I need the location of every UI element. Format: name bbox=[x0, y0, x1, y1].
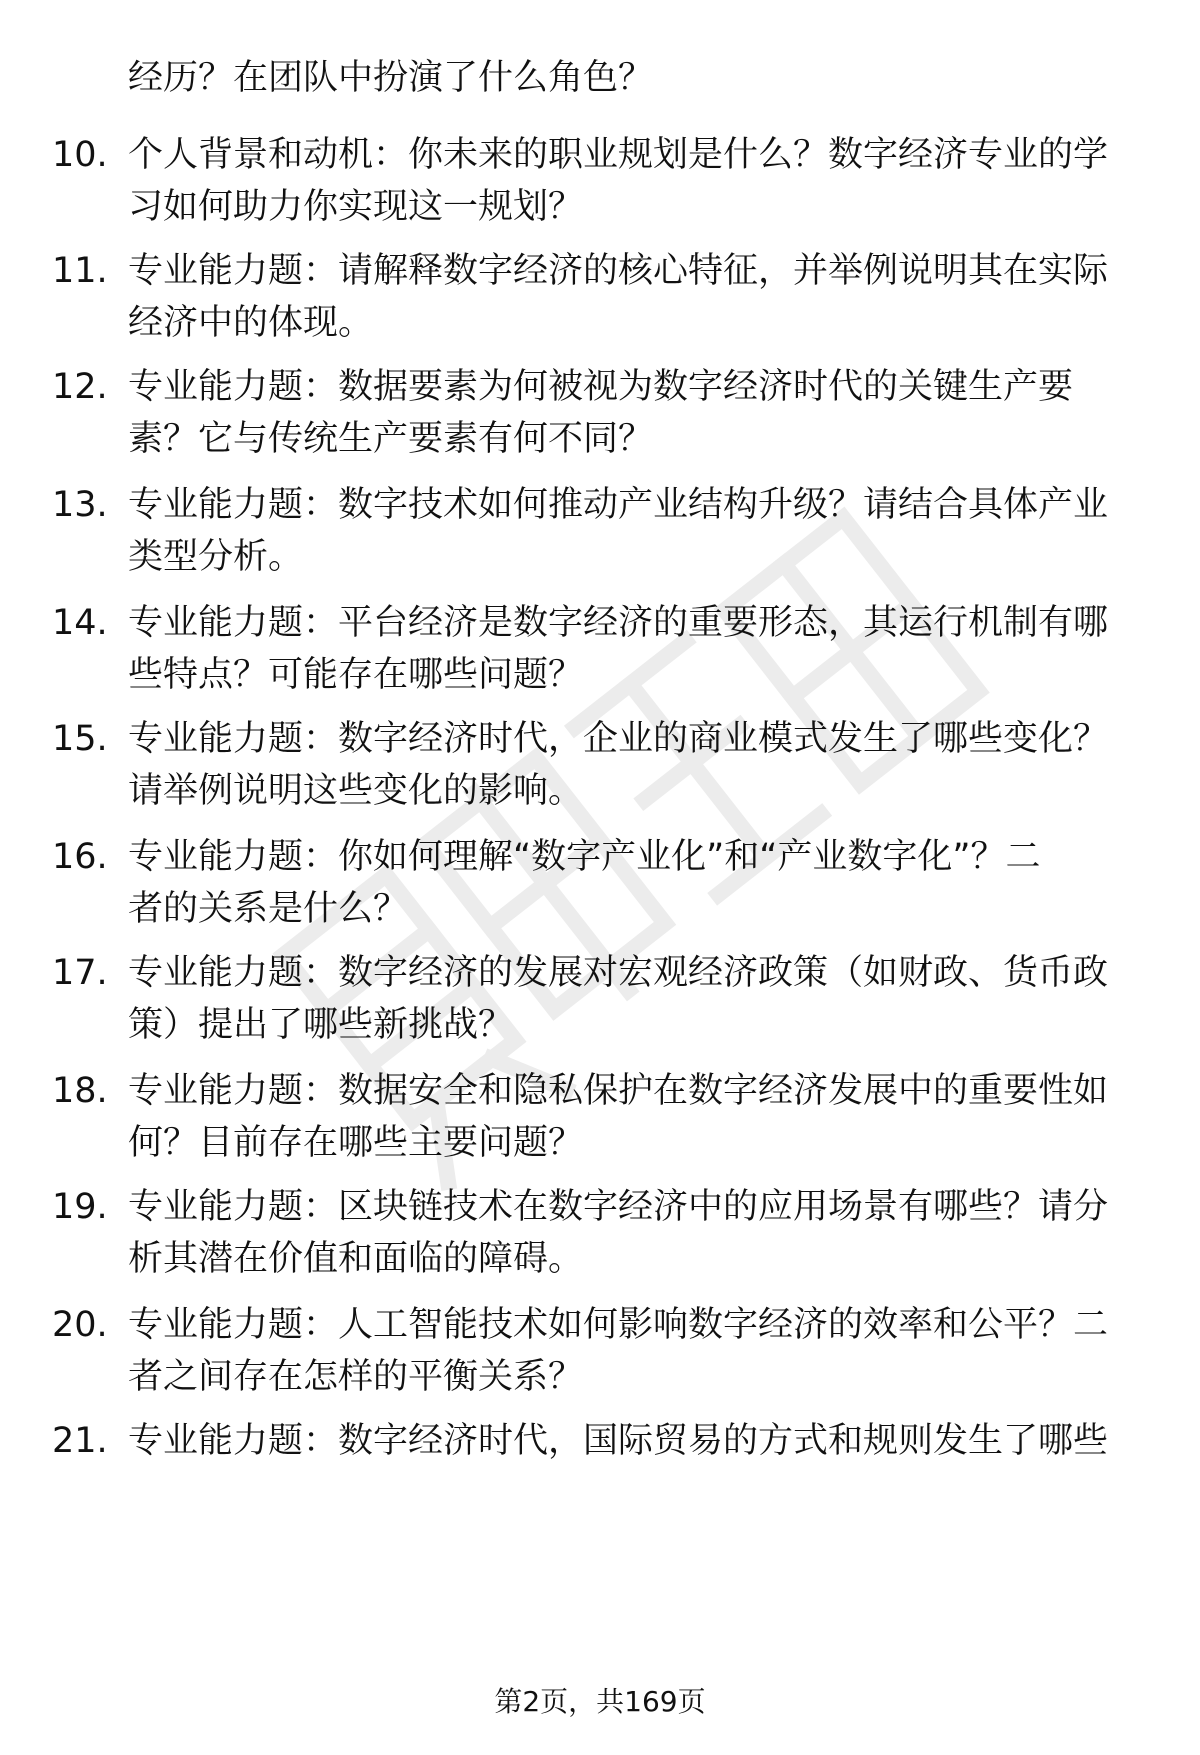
question-text-line: 策）提出了哪些新挑战？ bbox=[128, 1005, 514, 1045]
question-text-line: 些特点？可能存在哪些问题？ bbox=[128, 655, 584, 695]
question-text-line: 专业能力题：数字经济时代，企业的商业模式发生了哪些变化？ bbox=[128, 719, 1109, 759]
question-text-line: 专业能力题：区块链技术在数字经济中的应用场景有哪些？请分 bbox=[128, 1187, 1109, 1227]
question-text-line: 何？目前存在哪些主要问题？ bbox=[128, 1123, 584, 1163]
question-number: 13. bbox=[52, 485, 108, 525]
question-number: 20. bbox=[52, 1305, 108, 1345]
page-footer: 第2页，共169页 bbox=[494, 1685, 706, 1718]
question-text-line: 者之间存在怎样的平衡关系？ bbox=[128, 1357, 584, 1397]
question-text-line: 经济中的体现。 bbox=[128, 303, 374, 343]
question-number: 16. bbox=[52, 837, 108, 877]
question-text-line: 素？它与传统生产要素有何不同？ bbox=[128, 419, 654, 459]
question-number: 19. bbox=[52, 1187, 108, 1227]
question-text-line: 专业能力题：请解释数字经济的核心特征，并举例说明其在实际 bbox=[128, 251, 1109, 291]
question-text-line: 专业能力题：你如何理解“数字产业化”和“产业数字化”？二 bbox=[128, 837, 1041, 877]
question-text-line: 类型分析。 bbox=[128, 537, 304, 577]
question-text-line: 专业能力题：人工智能技术如何影响数字经济的效率和公平？二 bbox=[128, 1305, 1109, 1345]
question-text-line: 专业能力题：数字经济时代，国际贸易的方式和规则发生了哪些 bbox=[128, 1421, 1109, 1461]
question-text-line: 请举例说明这些变化的影响。 bbox=[128, 771, 584, 811]
question-text-line: 习如何助力你实现这一规划？ bbox=[128, 187, 584, 227]
question-number: 15. bbox=[52, 719, 108, 759]
question-text-line: 专业能力题：数字经济的发展对宏观经济政策（如财政、货币政 bbox=[128, 953, 1109, 993]
question-number: 17. bbox=[52, 953, 108, 993]
question-text-line: 者的关系是什么？ bbox=[128, 889, 409, 929]
question-text-line: 经历？在团队中扮演了什么角色？ bbox=[128, 58, 654, 98]
question-text-line: 专业能力题：数据要素为何被视为数字经济时代的关键生产要 bbox=[128, 367, 1074, 407]
question-text-line: 个人背景和动机：你未来的职业规划是什么？数字经济专业的学 bbox=[128, 135, 1109, 175]
question-text-line: 专业能力题：平台经济是数字经济的重要形态，其运行机制有哪 bbox=[128, 603, 1109, 643]
question-number: 14. bbox=[52, 603, 108, 643]
question-number: 10. bbox=[52, 135, 108, 175]
question-number: 11. bbox=[52, 251, 108, 291]
question-number: 21. bbox=[52, 1421, 108, 1461]
question-number: 18. bbox=[52, 1071, 108, 1111]
question-text-line: 析其潜在价值和面临的障碍。 bbox=[128, 1239, 584, 1279]
question-number: 12. bbox=[52, 367, 108, 407]
question-text-line: 专业能力题：数字技术如何推动产业结构升级？请结合具体产业 bbox=[128, 485, 1109, 525]
question-text-line: 专业能力题：数据安全和隐私保护在数字经济发展中的重要性如 bbox=[128, 1071, 1109, 1111]
